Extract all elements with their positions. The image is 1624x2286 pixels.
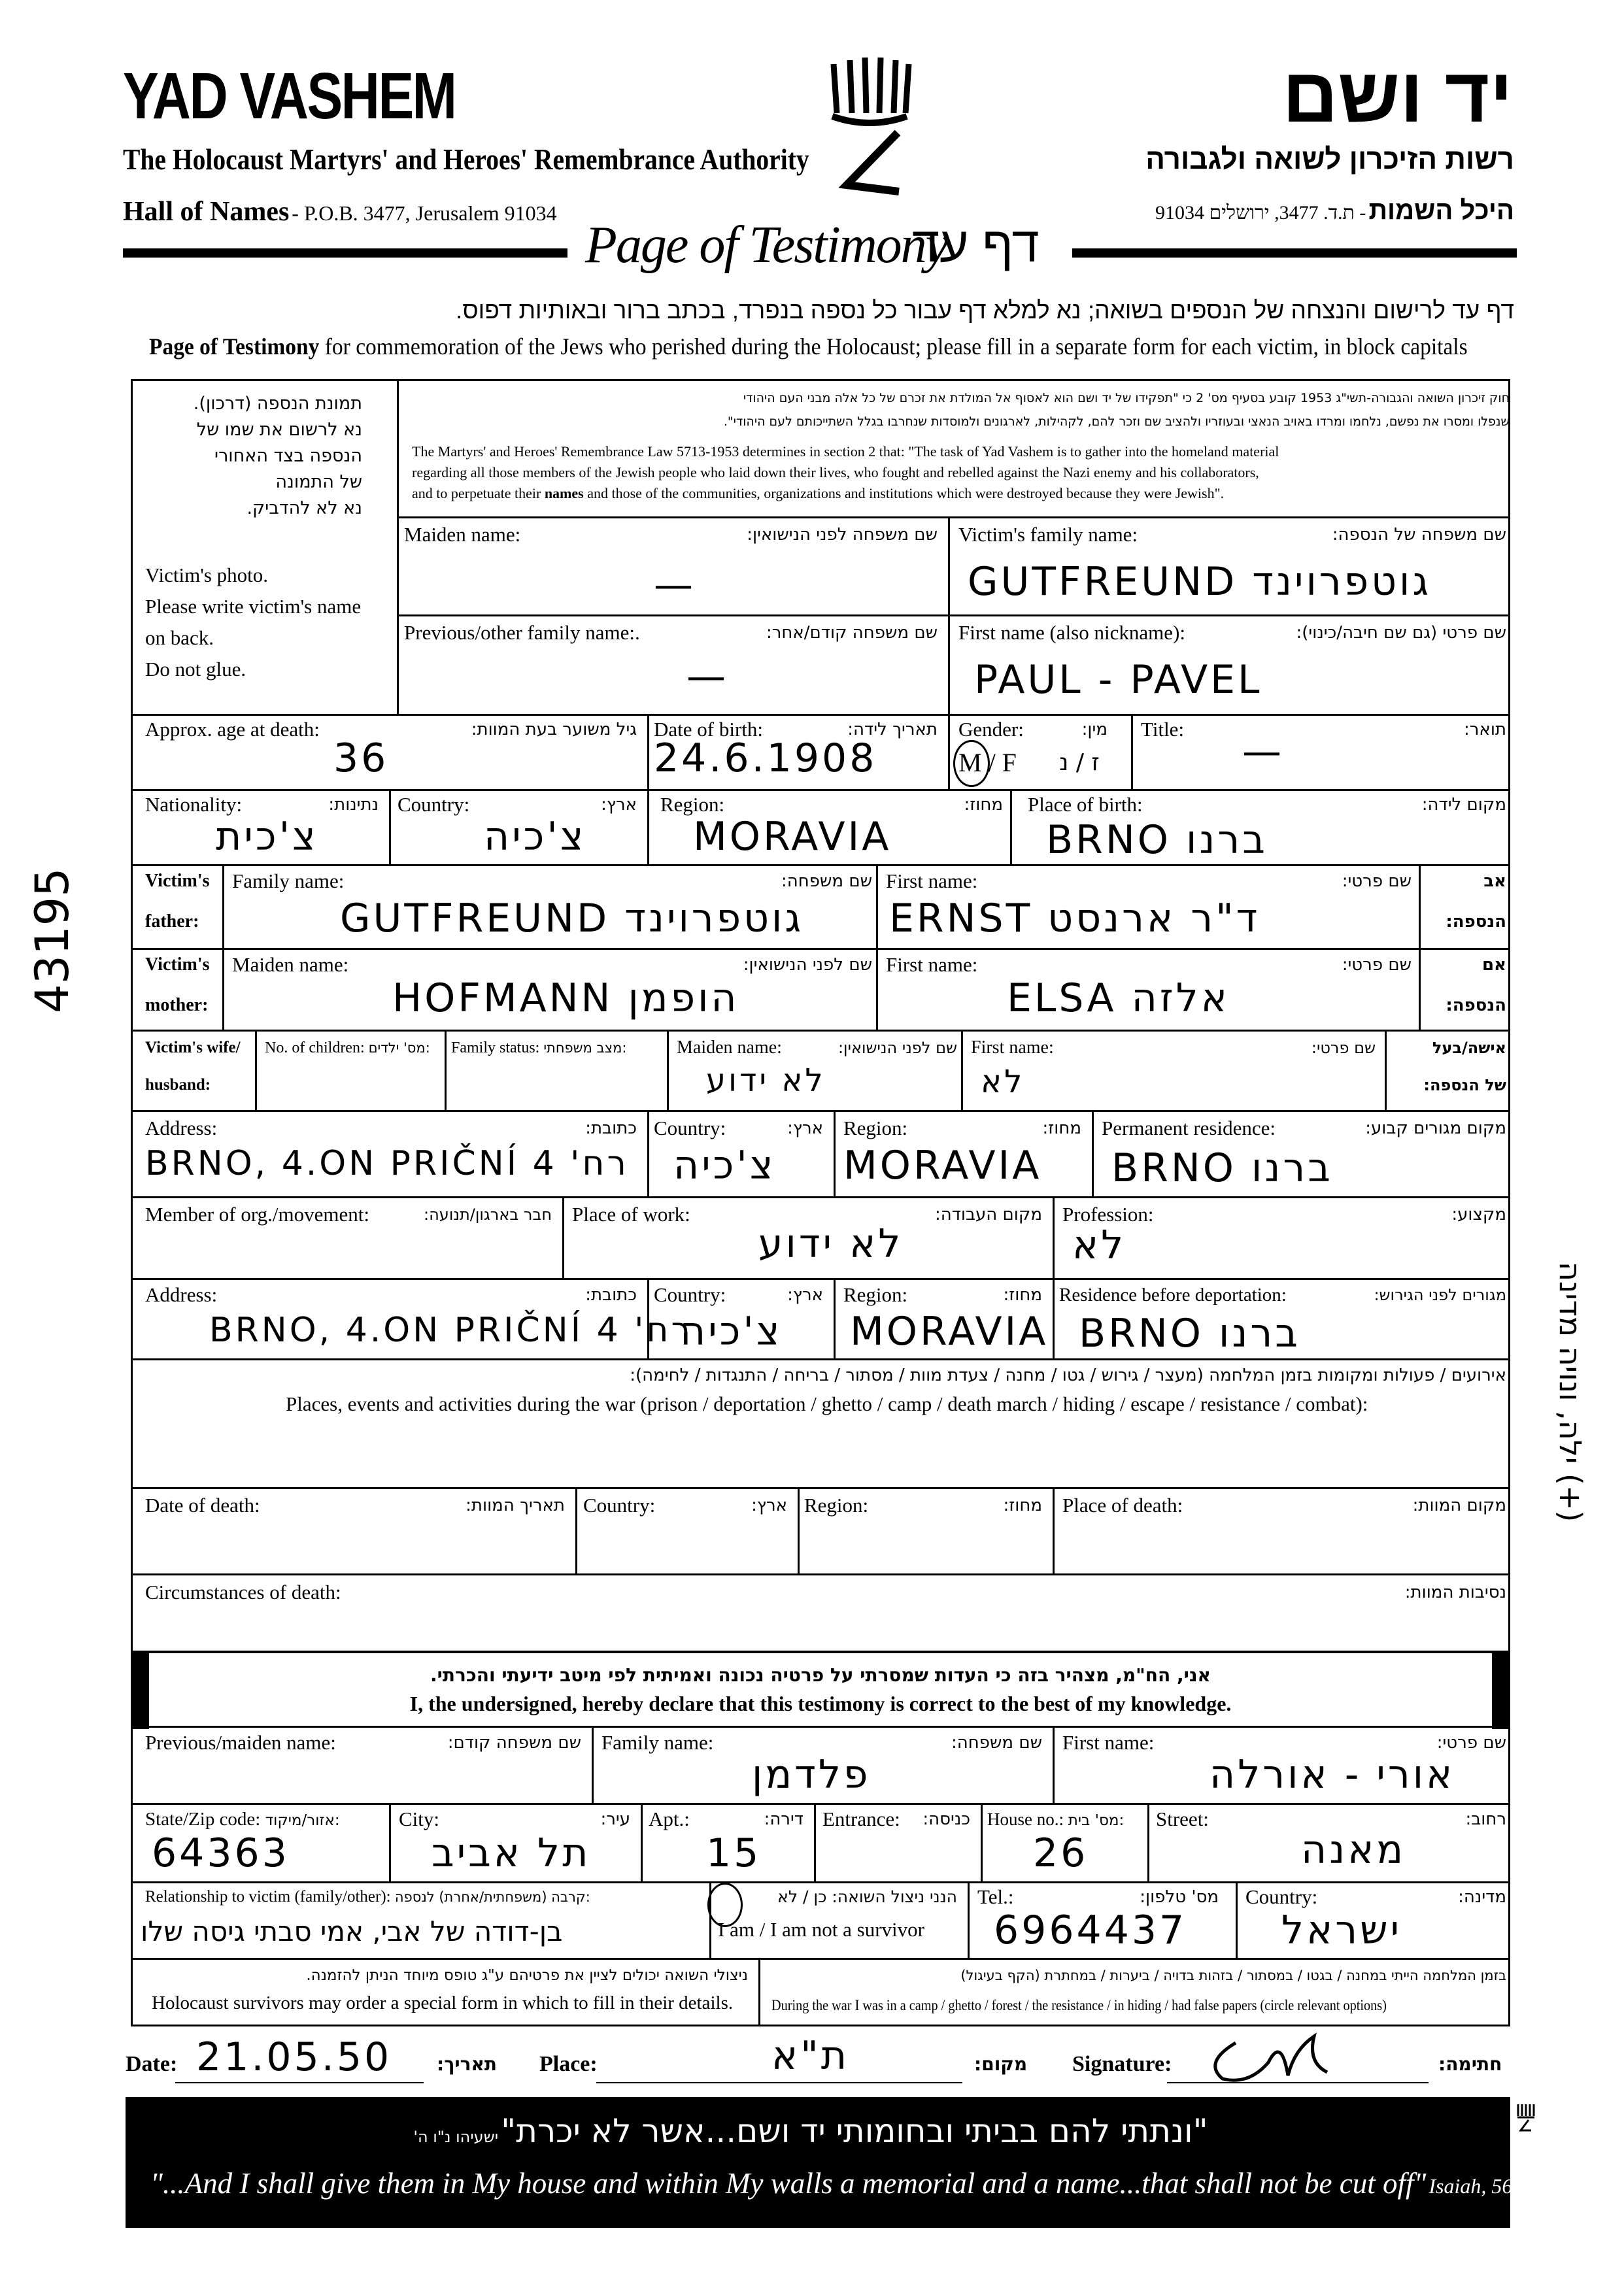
title-value: — xyxy=(1242,729,1284,775)
father-he-2: הנספה: xyxy=(1446,912,1506,932)
note1-he: ניצולי השואה יכולים לציין את פרטיהם ע"ג טופס מיוחד הניתן להזמנה. xyxy=(306,1967,748,1984)
spouse-maiden-value: לא ידוע xyxy=(706,1062,826,1099)
small-menorah-icon xyxy=(1515,2102,1536,2133)
row-decl-bottom xyxy=(131,1726,1510,1728)
work-label-en: Place of work: xyxy=(572,1203,690,1226)
org-name-he: יד ושם xyxy=(1282,52,1513,139)
status-label-he: מצב משפחתי: xyxy=(543,1040,627,1056)
date-label-he: תאריך: xyxy=(437,2053,497,2075)
father-div-2 xyxy=(876,864,878,948)
work-div-1 xyxy=(562,1196,564,1278)
pob-label-he: מקום לידה: xyxy=(1421,795,1506,815)
member-label-en: Member of org./movement: xyxy=(145,1203,369,1226)
mother-maiden-label-he: שם לפני הנישואין: xyxy=(743,955,872,975)
spouse-maiden-label-he: שם לפני הנישואין: xyxy=(837,1039,957,1057)
footer-en-line xyxy=(150,2164,1531,2203)
photo-en-2: Please write victim's name xyxy=(145,595,362,618)
row-events-bottom xyxy=(131,1487,1510,1489)
date-label-en: Date: xyxy=(126,2052,178,2076)
mother-he-2: הנספה: xyxy=(1446,996,1506,1015)
entrance-label-en: Entrance: xyxy=(822,1807,900,1830)
house-value: 26 xyxy=(1033,1830,1089,1876)
first-label-en: First name (also nickname): xyxy=(958,621,1185,644)
law-en-1: The Martyrs' and Heroes' Remembrance Law 5713-1953 determines in section 2 that: "The task of Yad Vashem is to gather into the homeland material xyxy=(412,443,1279,460)
zip-value: 64363 xyxy=(152,1830,290,1876)
spouse-div-5 xyxy=(1385,1030,1387,1110)
house-label xyxy=(987,1807,1124,1832)
sig-label-he: חתימה: xyxy=(1438,2053,1502,2075)
spouse-maiden-label-en: Maiden name: xyxy=(677,1037,782,1058)
prof-value: לא xyxy=(1072,1222,1126,1268)
header-rule-right xyxy=(1072,248,1517,258)
addr1-region-label-he: מחוז: xyxy=(1042,1118,1081,1138)
photo-he-4: של התמונה xyxy=(275,472,362,492)
law-en-2: regarding all those members of the Jewish people who laid down their lives, who fought and rebelled against the Nazi enemy and his collaborators, xyxy=(412,464,1259,480)
tel-value: 6964437 xyxy=(994,1908,1187,1953)
org-name-en: YAD VASHEM xyxy=(123,59,456,133)
first-name-value: PAUL - PAVEL xyxy=(974,657,1262,703)
pob-he: - ת.ד. 3477, ירושלים 91034 xyxy=(1155,202,1366,224)
row-addr2-bottom xyxy=(131,1358,1510,1360)
nat-div-2 xyxy=(647,789,649,864)
work-value: לא ידוע xyxy=(758,1221,904,1267)
zip-label xyxy=(145,1807,340,1832)
mother-first-value: ELSA אלזה xyxy=(1007,975,1230,1021)
street-label-he: רחוב: xyxy=(1465,1809,1506,1829)
region-label-he: מחוז: xyxy=(964,795,1003,815)
pob-value: BRNO ברנו xyxy=(1046,817,1268,863)
mother-maiden-value: HOFMANN הופמן xyxy=(392,975,739,1021)
father-family-label-he: שם משפחה: xyxy=(781,871,872,891)
prev-label-he: שם משפחה קודם/אחר: xyxy=(766,623,938,643)
spouse-div-2 xyxy=(445,1030,447,1110)
tel-label-en: Tel.: xyxy=(977,1885,1014,1908)
apt-label-en: Apt.: xyxy=(649,1807,690,1830)
row-age-bottom xyxy=(131,789,1510,791)
nat-value: צ'כית xyxy=(216,814,318,860)
father-he-1: אב xyxy=(1483,871,1506,891)
city-label-he: עיר: xyxy=(600,1809,630,1829)
work-label-he: מקום העבודה: xyxy=(934,1205,1042,1224)
mother-first-label-en: First name: xyxy=(886,953,978,976)
apt-value: 15 xyxy=(706,1830,762,1876)
mother-div-1 xyxy=(222,948,224,1030)
addr2-label-en: Address: xyxy=(145,1283,218,1306)
dod-country-label-en: Country: xyxy=(583,1494,656,1517)
margin-left-number: 43195 xyxy=(25,867,79,1013)
rel-div-2 xyxy=(968,1881,970,1958)
sub-first-label-he: שם פרטי: xyxy=(1436,1733,1506,1753)
row-nat-bottom xyxy=(131,864,1510,866)
father-family-value: GUTFREUND גוטפרוינד xyxy=(340,896,804,941)
photo-divider xyxy=(397,379,399,716)
prev-value: — xyxy=(686,654,728,699)
row-death-bottom xyxy=(131,1573,1510,1575)
place-line xyxy=(596,2082,962,2083)
death-div-1 xyxy=(575,1487,577,1573)
addr2-country-label-he: ארץ: xyxy=(787,1285,823,1305)
law-he-1: חוק זיכרון השואה והגבורה-תשי"ג 1953 קובע בסעיף מס' 2 כי "תפקידו של יד ושם הוא לאסוף אל המולדת את זכרם של כל אלה מבני העם היהודי xyxy=(743,391,1510,405)
photo-he-2: נא לרשום את שמו של xyxy=(196,420,362,440)
sub-first-label-en: First name: xyxy=(1062,1731,1155,1754)
father-first-label-en: First name: xyxy=(886,869,978,892)
mother-label-en-1: Victim's xyxy=(145,954,210,975)
status-label-en: Family status: xyxy=(451,1039,540,1056)
intro-he: דף עד לרישום והנצחה של הנספים בשואה; נא למלא דף עבור כל נספה בנפרד, בכתב ברור ובאותיות דפוס. xyxy=(456,297,1514,324)
margin-right-note: (+) ילה, ונויה מדינה xyxy=(1553,1262,1588,1522)
pod-label-en: Place of death: xyxy=(1062,1494,1183,1517)
intro-en-text: for commemoration of the Jews who perished during the Holocaust; please fill in a separate form for each victim, in block capitals xyxy=(324,333,1468,360)
addr1-div-1 xyxy=(647,1110,649,1196)
addr1-label-he: כתובת: xyxy=(585,1118,637,1138)
addr1-country-label-he: ארץ: xyxy=(787,1118,823,1138)
spouse-div-3 xyxy=(667,1030,669,1110)
father-family-label-en: Family name: xyxy=(232,869,345,892)
spouse-label-en-2: husband: xyxy=(145,1076,211,1094)
dod-label-he: תאריך המוות: xyxy=(465,1496,565,1515)
city-label-en: City: xyxy=(399,1807,440,1830)
addr1-country-label-en: Country: xyxy=(654,1117,726,1139)
sub-div-1 xyxy=(592,1726,594,1803)
law-en-3a: and to perpetuate their xyxy=(412,485,545,501)
country-label-he: ארץ: xyxy=(601,795,637,815)
nat-div-1 xyxy=(389,789,391,864)
circ-label-en: Circumstances of death: xyxy=(145,1581,341,1604)
age-div-2 xyxy=(948,714,950,789)
pod-label-he: מקום המוות: xyxy=(1412,1496,1506,1515)
sub-family-label-en: Family name: xyxy=(601,1731,714,1754)
prev-label-en: Previous/other family name:. xyxy=(404,621,640,644)
photo-he-3: הנספה בצד האחורי xyxy=(214,446,362,466)
row-work-bottom xyxy=(131,1278,1510,1280)
resdep-value: BRNO ברנו xyxy=(1079,1311,1300,1356)
addr2-region-value: MORAVIA xyxy=(850,1309,1049,1354)
father-label-en-1: Victim's xyxy=(145,871,210,891)
law-en-3 xyxy=(412,484,1224,503)
nat-label-he: נתינות: xyxy=(328,795,379,815)
law-he-2: שנפלו ומסרו את נפשם, נלחמו ומרדו באויב הנאצי ובעוזריו ולהציב שם וזכר להם, לקהילות, לארגונים ולמוסדות שנחרבו בגלל השתייכותם לעם היהודי". xyxy=(723,414,1510,429)
hall-en: Hall of Names xyxy=(123,197,290,227)
region-value: MORAVIA xyxy=(693,814,892,860)
subaddr-div-2 xyxy=(641,1803,643,1881)
survivor-label-he: הנני ניצול השואה: כן / לא xyxy=(777,1887,957,1906)
addr2-region-label-en: Region: xyxy=(843,1283,908,1306)
events-label-he: אירועים / פעולות ומקומות בזמן המלחמה (מעצר / גירוש / גטו / מחנה / צעדת מוות / מסתור / בריחה / התנגדות / לחימה): xyxy=(630,1366,1506,1385)
decl-he: אני, הח"מ, מצהיר בזה כי העדות שמסרתי על פרטיה נכונה ואמיתית לפי מיטב ידיעתי והכרתי. xyxy=(430,1664,1211,1686)
prevmaiden-label-en: Previous/maiden name: xyxy=(145,1731,336,1754)
zip-label-en: State/Zip code: xyxy=(145,1809,261,1830)
children-label-he: מס' ילדים: xyxy=(368,1040,430,1056)
family-name-value: GUTFREUND גוטפרוינד xyxy=(968,559,1432,605)
city-value: תל אביב xyxy=(431,1830,591,1876)
footer-he-ref: ישעיהו נ"ו ה' xyxy=(413,2128,499,2146)
menorah-logo-icon xyxy=(820,51,919,201)
hall-he-wrap xyxy=(1155,196,1514,226)
nat-label-en: Nationality: xyxy=(145,793,243,816)
addr1-label-en: Address: xyxy=(145,1117,218,1139)
addr1-region-value: MORAVIA xyxy=(843,1143,1042,1188)
circ-label-he: נסיבות המוות: xyxy=(1404,1583,1506,1602)
street-value: מאנה xyxy=(1301,1827,1406,1873)
row-father-bottom xyxy=(131,948,1510,950)
sub-family-value: פלדמן xyxy=(752,1752,871,1798)
rel-label-he: קרבה (משפחתית/אחרת) לנספה: xyxy=(394,1889,590,1905)
photo-he-5: נא לא להדביק. xyxy=(246,498,362,518)
subaddr-div-5 xyxy=(1147,1803,1149,1881)
footer-he-line xyxy=(150,2108,1471,2154)
country-value: צ'כיה xyxy=(484,814,586,860)
region-label-en: Region: xyxy=(660,793,725,816)
work-div-2 xyxy=(1053,1196,1055,1278)
notes-div xyxy=(758,1958,760,2026)
note2-he: בזמן המלחמה הייתי במחנה / בגטו / במסתור / בזהות בדויה / ביערות / במחתרת (הקף בעיגול) xyxy=(960,1968,1506,1983)
gender-label-en: Gender: xyxy=(958,718,1024,741)
mother-first-label-he: שם פרטי: xyxy=(1342,955,1412,975)
maiden-value: — xyxy=(654,562,696,608)
family-label-en: Victim's family name: xyxy=(958,523,1138,546)
note1-en: Holocaust survivors may order a special form in which to fill in their details. xyxy=(152,1992,734,2013)
intro-en xyxy=(149,332,1468,361)
maiden-label-he: שם משפחה לפני הנישואין: xyxy=(747,525,938,545)
date-value: 21.05.50 xyxy=(196,2034,392,2080)
dod-region-label-he: מחוז: xyxy=(1003,1496,1042,1515)
apt-label-he: דירה: xyxy=(764,1809,804,1829)
sig-label-en: Signature: xyxy=(1072,2052,1172,2076)
perm-label-he: מקום מגורים קבוע: xyxy=(1365,1118,1506,1138)
law-en-3b: names xyxy=(544,485,584,501)
dod-region-label-en: Region: xyxy=(804,1494,869,1517)
signature-icon xyxy=(1196,2023,1366,2089)
addr1-value: BRNO, 4.ON PRIČNÍ רח' 4 xyxy=(145,1144,629,1183)
pob-label-en: Place of birth: xyxy=(1028,793,1143,816)
country-label-en: Country: xyxy=(398,793,470,816)
gender-circle-icon xyxy=(953,740,990,787)
first-label-he: שם פרטי (גם שם חיבה/כינוי): xyxy=(1296,623,1506,643)
street-label-en: Street: xyxy=(1156,1807,1209,1830)
resdep-label-en: Residence before deportation: xyxy=(1059,1285,1287,1305)
children-label-en: No. of children: xyxy=(265,1039,365,1056)
subaddr-div-4 xyxy=(981,1803,983,1881)
row-addr1-bottom xyxy=(131,1196,1510,1198)
prevmaiden-label-he: שם משפחה קודם: xyxy=(447,1733,581,1753)
maiden-label-en: Maiden name: xyxy=(404,523,521,546)
row-mother-bottom xyxy=(131,1030,1510,1032)
father-div-3 xyxy=(1419,864,1421,948)
house-label-he: מס' בית: xyxy=(1068,1812,1125,1829)
perm-label-en: Permanent residence: xyxy=(1102,1117,1276,1139)
hall-of-names xyxy=(123,196,557,227)
tel-label-he: מס' טלפון: xyxy=(1140,1887,1219,1907)
authority-he: רשות הזיכרון לשואה ולגבורה xyxy=(1145,143,1514,175)
rel-label-en: Relationship to victim (family/other): xyxy=(145,1888,391,1906)
mother-label-en-2: mother: xyxy=(145,995,209,1015)
dob-label-en: Date of birth: xyxy=(654,718,764,741)
footer-he: "ונתתי להם בביתי ובחומותי יד ושם...אשר לא יכרת" xyxy=(501,2112,1208,2150)
law-en-3c: and those of the communities, organizations and institutions which were destroyed because they were Jewish". xyxy=(583,485,1225,501)
spouse-first-value: לא xyxy=(981,1064,1025,1100)
country2-label-he: מדינה: xyxy=(1458,1887,1506,1907)
events-label-en: Places, events and activities during the war (prison / deportation / ghetto / camp / death march / hiding / escape / resistance / combat): xyxy=(286,1392,1368,1415)
house-label-en: House no.: xyxy=(987,1809,1064,1829)
title-label-en: Title: xyxy=(1141,718,1185,741)
father-first-label-he: שם פרטי: xyxy=(1342,871,1412,891)
addr2-div-3 xyxy=(1053,1278,1055,1358)
row-rel-bottom xyxy=(131,1958,1510,1960)
name-mid xyxy=(397,614,1510,616)
header-rule-left xyxy=(123,248,567,258)
photo-bottom xyxy=(131,714,1510,716)
father-first-value: ERNST ד"ר ארנסט xyxy=(889,896,1260,941)
sub-family-label-he: שם משפחה: xyxy=(951,1733,1042,1753)
perm-value: BRNO ברנו xyxy=(1111,1145,1333,1191)
age-value: 36 xyxy=(333,735,389,781)
spouse-first-label-he: שם פרטי: xyxy=(1311,1039,1376,1057)
mother-div-3 xyxy=(1419,948,1421,1030)
photo-en-3: on back. xyxy=(145,626,214,649)
decl-bar-left xyxy=(131,1651,149,1729)
decl-bar-right xyxy=(1492,1651,1510,1729)
spouse-label-en-1: Victim's wife/ xyxy=(145,1039,241,1056)
place-label-en: Place: xyxy=(539,2052,598,2076)
authority-en: The Holocaust Martyrs' and Heroes' Remembrance Authority xyxy=(123,143,809,176)
death-div-3 xyxy=(1053,1487,1055,1573)
intro-en-bold: Page of Testimony xyxy=(149,333,320,360)
addr1-country-value: צ'כיה xyxy=(673,1143,776,1188)
decl-top xyxy=(131,1651,1510,1653)
survivor-label-en: I am / I am not a survivor xyxy=(718,1918,924,1941)
addr2-label-he: כתובת: xyxy=(585,1285,637,1305)
rel-label xyxy=(145,1885,590,1909)
prof-label-en: Profession: xyxy=(1062,1203,1154,1226)
country2-value: ישראל xyxy=(1281,1908,1402,1953)
title-he: דף עד xyxy=(912,217,1040,273)
addr1-div-2 xyxy=(834,1110,836,1196)
mother-he-1: אם xyxy=(1481,955,1506,975)
member-label-he: חבר בארגון/תנועה: xyxy=(424,1205,552,1224)
row-subaddr-bottom xyxy=(131,1881,1510,1883)
gender-value-he: ז / נ xyxy=(1059,749,1100,776)
spouse-div-4 xyxy=(961,1030,963,1110)
survivor-circle-icon xyxy=(707,1883,743,1927)
status-label xyxy=(451,1036,626,1060)
photo-en-1: Victim's photo. xyxy=(145,563,268,586)
father-div-1 xyxy=(222,864,224,948)
decl-en: I, the undersigned, hereby declare that this testimony is correct to the best of my knowledge. xyxy=(409,1692,1232,1715)
children-label xyxy=(265,1036,430,1060)
rel-value: בן-דודה של אבי, אמי סבתי גיסה שלו xyxy=(141,1915,563,1947)
law-bottom xyxy=(397,516,1510,518)
mother-maiden-label-en: Maiden name: xyxy=(232,953,349,976)
dob-value: 24.6.1908 xyxy=(654,735,877,781)
title-en: Page of Testimony xyxy=(585,216,948,274)
addr2-value: BRNO, 4.ON PRIČNÍ רח' 4 xyxy=(209,1311,693,1350)
addr2-country-value: צ'כיה xyxy=(680,1309,783,1354)
rel-div-3 xyxy=(1236,1881,1238,1958)
nat-div-3 xyxy=(1010,789,1012,864)
resdep-label-he: מגורים לפני הגירוש: xyxy=(1374,1286,1506,1304)
note2-en: During the war I was in a camp / ghetto / forest / the resistance / in hiding / had false papers (circle relevant options) xyxy=(771,1997,1387,2013)
family-label-he: שם משפחה של הנספה: xyxy=(1332,525,1506,545)
age-label-en: Approx. age at death: xyxy=(145,718,320,741)
title-label-he: תואר: xyxy=(1464,720,1506,739)
subaddr-div-3 xyxy=(814,1803,816,1881)
addr1-div-3 xyxy=(1092,1110,1094,1196)
father-label-en-2: father: xyxy=(145,911,199,932)
pob-en: - P.O.B. 3477, Jerusalem 91034 xyxy=(292,201,557,225)
footer-en-ref: Isaiah, 56:5 xyxy=(1429,2174,1531,2198)
photo-he-1: תמונת הנספה (דרכון). xyxy=(193,394,362,414)
row-spouse-bottom xyxy=(131,1110,1510,1112)
age-div-3 xyxy=(1131,714,1133,789)
country2-label-en: Country: xyxy=(1245,1885,1318,1908)
gender-label-he: מין: xyxy=(1081,720,1108,739)
addr1-region-label-en: Region: xyxy=(843,1117,908,1139)
addr2-region-label-he: מחוז: xyxy=(1003,1285,1042,1305)
dod-country-label-he: ארץ: xyxy=(751,1496,787,1515)
sub-div-2 xyxy=(1053,1726,1055,1803)
place-value: ת"א xyxy=(771,2033,850,2079)
place-label-he: מקום: xyxy=(974,2053,1028,2075)
gender-value: M / F xyxy=(958,748,1017,777)
spouse-div-1 xyxy=(255,1030,257,1110)
spouse-first-label-en: First name: xyxy=(971,1037,1054,1058)
dod-label-en: Date of death: xyxy=(145,1494,260,1517)
mother-div-2 xyxy=(876,948,878,1030)
row-sub-bottom xyxy=(131,1803,1510,1805)
death-div-2 xyxy=(798,1487,800,1573)
prof-label-he: מקצוע: xyxy=(1451,1205,1506,1224)
hall-he: היכל השמות xyxy=(1368,196,1514,225)
addr2-country-label-en: Country: xyxy=(654,1283,726,1306)
date-line xyxy=(175,2082,424,2083)
age-label-he: גיל משוער בעת המוות: xyxy=(471,720,637,739)
zip-label-he: אזור/מיקוד: xyxy=(265,1812,340,1829)
entrance-label-he: כניסה: xyxy=(922,1809,970,1829)
footer-en: "...And I shall give them in My house and within My walls a memorial and a name...that shall not be cut off" xyxy=(150,2167,1427,2200)
subaddr-div-1 xyxy=(389,1803,391,1881)
spouse-he-2: של הנספה: xyxy=(1423,1076,1506,1094)
spouse-he-1: אישה/בעל xyxy=(1432,1039,1506,1057)
sub-first-value: אורי - אורלה xyxy=(1210,1752,1455,1798)
photo-en-4: Do not glue. xyxy=(145,658,246,681)
age-div-1 xyxy=(647,714,649,789)
addr2-div-2 xyxy=(834,1278,836,1358)
dob-label-he: תאריך לידה: xyxy=(847,720,938,739)
